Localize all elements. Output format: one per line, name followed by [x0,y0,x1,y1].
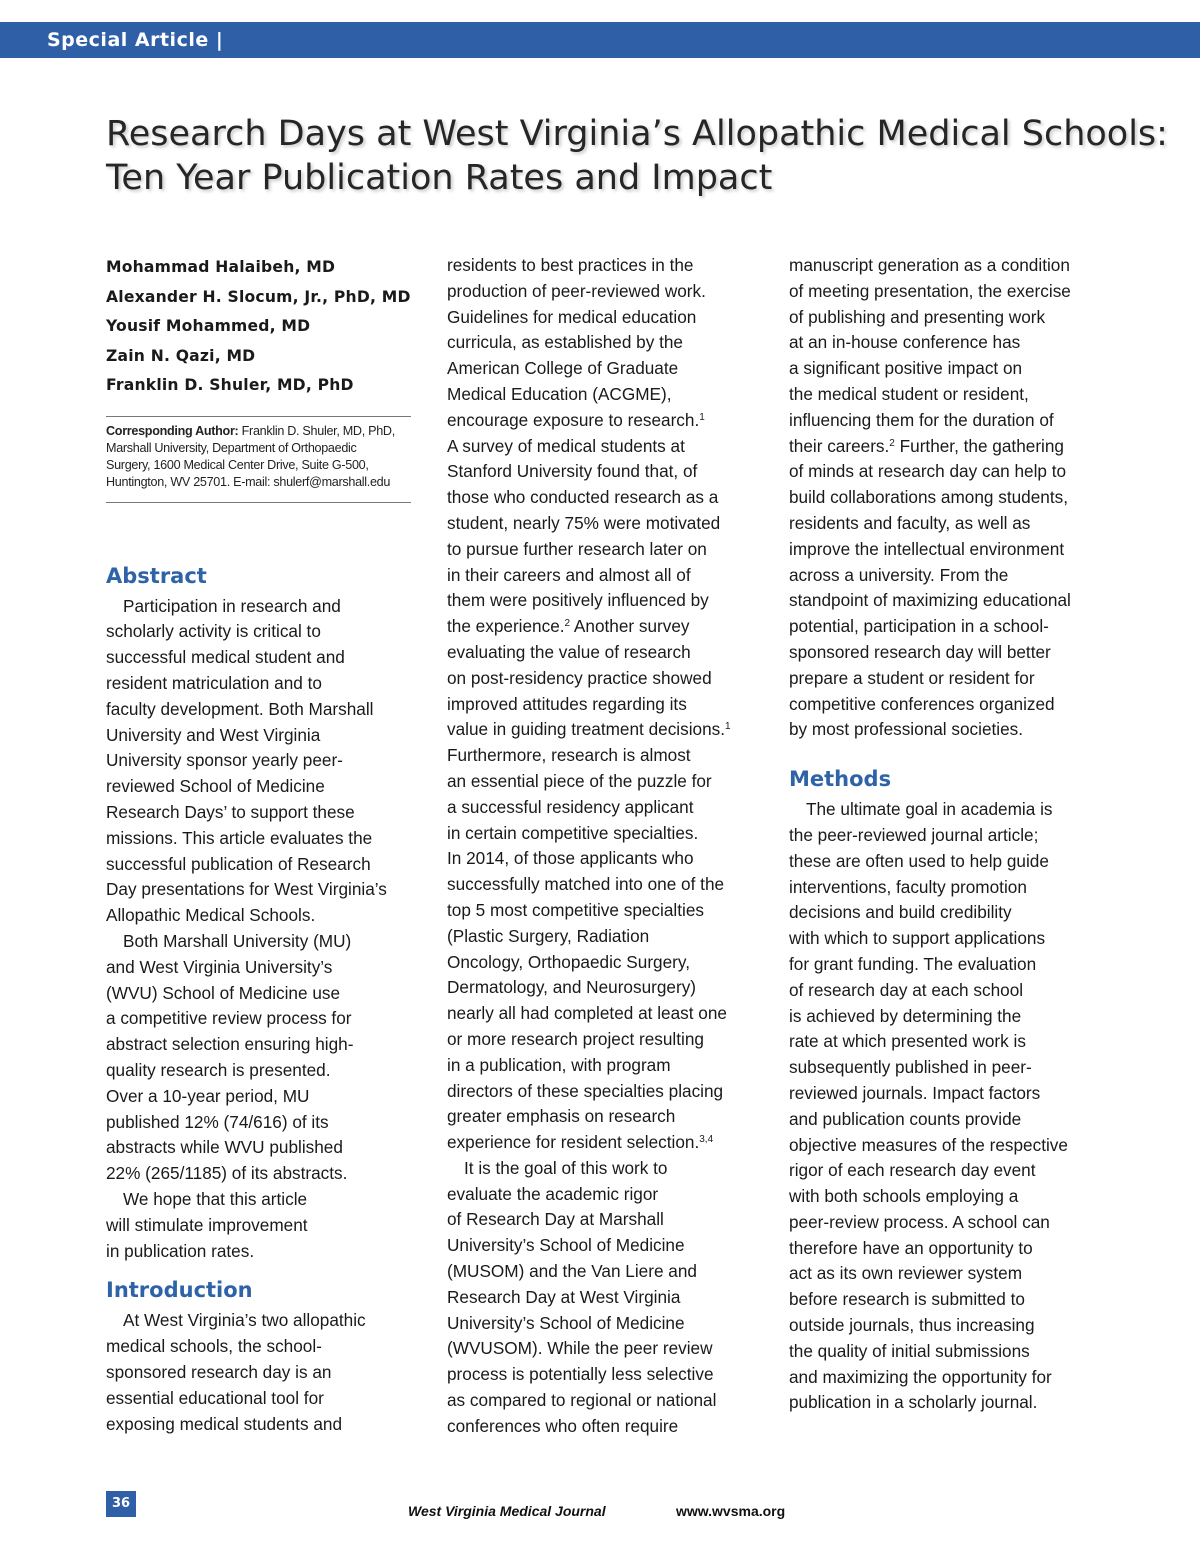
text-line: and West Virginia University’s [106,956,333,977]
title-line: Research Days at West Virginia’s Allopathic Medical Schools: [106,114,1168,154]
text-line: and publication counts provide [789,1108,1022,1129]
text-line [447,1053,763,1079]
abstract-heading: Abstract [106,563,207,588]
text-fragment: of meeting presentation, the exercise [789,280,1071,301]
text-line [789,434,1105,460]
text-fragment: improve the intellectual environment [789,538,1065,559]
text-line: University’s School of Medicine [447,1312,685,1333]
text-line [447,846,763,872]
text-line [447,795,763,821]
text-fragment: Dermatology, and Neurosurgery) [447,977,697,998]
author: Zain N. Qazi, MD [106,346,256,365]
text-line: It is the goal of this work to [464,1157,668,1178]
text-line [447,1001,763,1027]
text-fragment: their careers. [789,435,890,456]
text-line: reviewed School of Medicine [106,776,325,797]
text-fragment: those who conducted research as a [447,487,719,508]
text-fragment: an essential piece of the puzzle for [447,770,712,791]
text-line: these are often used to help guide [789,850,1049,871]
text-fragment: in a publication, with program [447,1054,671,1075]
corresponding-text: Surgery, 1600 Medical Center Drive, Suite G-500, [106,458,369,473]
text-line: quality research is presented. [106,1060,331,1081]
text-line: University and West Virginia [106,724,321,745]
text-line [447,1130,763,1156]
text-line [447,356,763,382]
text-fragment: to pursue further research later on [447,538,707,559]
text-line: Allopathic Medical Schools. [106,905,316,926]
text-line: rigor of each research day event [789,1160,1036,1181]
text-fragment: successfully matched into one of the [447,874,725,895]
text-line: before research is submitted to [789,1289,1025,1310]
text-line [447,975,763,1001]
text-line: Participation in research and [123,595,341,616]
section-label: Special Article | [47,29,224,51]
text-line [789,408,1105,434]
text-line: At West Virginia’s two allopathic [123,1310,366,1331]
text-line: sponsored research day is an [106,1362,332,1382]
text-line: interventions, faculty promotion [789,876,1027,897]
text-fragment: Guidelines for medical education [447,306,697,327]
text-line [789,279,1105,305]
text-fragment: Medical Education (ACGME), [447,383,672,404]
section-banner [0,22,1200,58]
text-fragment: residents and faculty, as well as [789,512,1031,533]
text-fragment: across a university. From the [789,564,1009,585]
text-line: Day presentations for West Virginia’s [106,879,387,900]
body-paragraph [447,253,763,1156]
text-line [447,253,763,279]
text-line: resident matriculation and to [106,673,322,694]
text-fragment: Furthermore, research is almost [447,745,691,766]
text-line [447,279,763,305]
text-line: medical schools, the school- [106,1336,322,1357]
text-line: (MUSOM) and the Van Liere and [447,1261,697,1282]
text-line: successful publication of Research [106,853,371,874]
text-line: subsequently published in peer- [789,1057,1032,1078]
page-number: 36 [106,1491,136,1517]
text-line: (WVUSOM). While the peer review [447,1338,713,1359]
text-line [789,511,1105,537]
text-line: exposing medical students and [106,1413,343,1434]
text-line: objective measures of the respective [789,1134,1068,1155]
text-line: peer-review process. A school can [789,1211,1050,1232]
author: Franklin D. Shuler, MD, PhD [106,376,354,394]
text-fragment: nearly all had completed at least one [447,1003,727,1024]
body-paragraph [789,253,1105,743]
text-line [447,537,763,563]
text-line: decisions and build credibility [789,902,1012,923]
text-line [447,821,763,847]
text-line [447,330,763,356]
text-line: missions. This article evaluates the [106,827,373,848]
corresponding-text: Franklin D. Shuler, MD, PhD, [238,423,395,438]
introduction-heading: Introduction [106,1278,253,1303]
text-line [789,356,1105,382]
citation-superscript: 2 [889,437,895,449]
citation-superscript: 1 [699,411,705,423]
body-paragraph [447,1156,763,1440]
corresponding-text: Huntington, WV 25701. E-mail: shulerf@marshall.edu [106,475,391,490]
text-line [447,563,763,589]
text-line [447,640,763,666]
text-line [447,1104,763,1130]
text-fragment: in their careers and almost all of [447,564,691,585]
text-fragment: the medical student or resident, [789,383,1029,404]
text-fragment: influencing them for the duration of [789,409,1054,430]
text-line [447,305,763,331]
text-line: University sponsor yearly peer- [106,750,343,771]
text-line: process is potentially less selective [447,1364,714,1385]
text-fragment: build collaborations among students, [789,487,1068,508]
text-line [447,485,763,511]
column-3 [789,253,1105,1416]
introduction-paragraph [106,1308,416,1437]
text-line: essential educational tool for [106,1387,324,1408]
corresponding-label: Corresponding Author: [106,423,239,438]
text-line: 22% (265/1185) of its abstracts. [106,1163,348,1184]
text-line: Research Days’ to support these [106,802,355,823]
text-line: outside journals, thus increasing [789,1315,1035,1336]
text-line: Both Marshall University (MU) [123,931,352,952]
text-fragment: American College of Graduate [447,358,679,379]
text-line: successful medical student and [106,647,345,668]
text-fragment: top 5 most competitive specialties [447,899,704,920]
text-line [789,614,1105,640]
text-fragment: Another survey [570,616,690,637]
text-line [789,382,1105,408]
text-line: the quality of initial submissions [789,1340,1030,1361]
text-line: evaluate the academic rigor [447,1183,659,1204]
text-fragment: curricula, as established by the [447,332,683,353]
author: Mohammad Halaibeh, MD [106,258,336,276]
text-line [447,950,763,976]
text-fragment: experience for resident selection. [447,1132,700,1153]
text-line: will stimulate improvement [106,1214,308,1235]
text-line: Over a 10-year period, MU [106,1085,310,1106]
text-line: publication in a scholarly journal. [789,1392,1038,1413]
text-line [447,382,763,408]
text-fragment: value in guiding treatment decisions. [447,719,726,740]
text-line: faculty development. Both Marshall [106,698,374,719]
text-line: is achieved by determining the [789,1005,1022,1026]
text-line: Research Day at West Virginia [447,1286,681,1307]
text-fragment: student, nearly 75% were motivated [447,512,721,533]
methods-heading: Methods [789,767,892,792]
article-title [106,112,1168,200]
text-line [789,330,1105,356]
text-line [447,692,763,718]
text-line: We hope that this article [123,1189,308,1210]
text-fragment: directors of these specialties placing [447,1080,724,1101]
text-line: therefore have an opportunity to [789,1237,1033,1258]
text-line [789,485,1105,511]
author-list [106,253,416,401]
text-fragment: of minds at research day can help to [789,461,1067,482]
methods-paragraph [789,797,1105,1416]
text-fragment: standpoint of maximizing educational [789,590,1071,611]
text-line: for grant funding. The evaluation [789,953,1037,974]
abstract-paragraph [106,594,416,929]
text-fragment: potential, participation in a school- [789,616,1049,637]
text-line [447,872,763,898]
text-fragment: a successful residency applicant [447,796,694,817]
text-fragment: greater emphasis on research [447,1106,676,1127]
citation-superscript: 3,4 [699,1134,714,1146]
text-line: conferences who often require [447,1415,679,1436]
title-line: Ten Year Publication Rates and Impact [106,158,773,198]
text-fragment: Stanford University found that, of [447,461,698,482]
journal-website: www.wvsma.org [676,1503,786,1519]
text-line: the peer-reviewed journal article; [789,824,1039,845]
text-fragment: them were positively influenced by [447,590,709,611]
text-line: rate at which presented work is [789,1031,1026,1052]
text-line [789,563,1105,589]
text-line [789,666,1105,692]
text-line: a competitive review process for [106,1008,352,1029]
text-line [447,588,763,614]
text-fragment: In 2014, of those applicants who [447,848,694,869]
text-fragment: or more research project resulting [447,1028,704,1049]
text-line [789,588,1105,614]
text-fragment: at an in-house conference has [789,332,1021,353]
text-line: and maximizing the opportunity for [789,1366,1052,1387]
text-line [789,253,1105,279]
column-2 [447,253,763,1440]
text-line [789,717,1105,743]
text-line: The ultimate goal in academia is [806,799,1053,820]
text-fragment: in certain competitive specialties. [447,822,699,843]
text-line: (WVU) School of Medicine use [106,982,341,1003]
text-line [789,459,1105,485]
text-line [447,511,763,537]
text-line [447,898,763,924]
text-fragment: the experience. [447,616,565,637]
text-fragment: manuscript generation as a condition [789,255,1070,275]
text-fragment: (Plastic Surgery, Radiation [447,925,650,946]
abstract-paragraph [106,1187,416,1264]
text-fragment: on post-residency practice showed [447,667,712,688]
text-fragment: Further, the gathering [894,435,1064,456]
abstract-paragraph [106,929,416,1187]
text-fragment: competitive conferences organized [789,693,1055,714]
text-fragment: of publishing and presenting work [789,306,1046,327]
text-line: in publication rates. [106,1240,255,1261]
text-fragment: production of peer-reviewed work. [447,280,706,301]
text-fragment: improved attitudes regarding its [447,693,687,714]
text-line [447,614,763,640]
text-line: act as its own reviewer system [789,1263,1023,1284]
journal-name: West Virginia Medical Journal [408,1503,606,1519]
text-line [447,434,763,460]
text-line: with both schools employing a [789,1186,1019,1207]
text-line [789,537,1105,563]
text-line: scholarly activity is critical to [106,621,321,642]
text-fragment: prepare a student or resident for [789,667,1035,688]
text-fragment: encourage exposure to research. [447,409,700,430]
text-line [447,717,763,743]
text-line: reviewed journals. Impact factors [789,1082,1041,1103]
text-line: abstracts while WVU published [106,1137,343,1158]
text-fragment: Oncology, Orthopaedic Surgery, [447,951,690,972]
column-1 [106,253,416,1437]
corresponding-text: Marshall University, Department of Orthopaedic [106,440,357,455]
corresponding-author [106,416,411,503]
text-line [447,408,763,434]
text-line: abstract selection ensuring high- [106,1034,354,1055]
citation-superscript: 2 [564,618,571,630]
text-line [447,924,763,950]
text-line: as compared to regional or national [447,1390,717,1411]
text-fragment: evaluating the value of research [447,641,691,662]
text-line [447,1027,763,1053]
text-line [447,743,763,769]
text-line [789,640,1105,666]
text-fragment: A survey of medical students at [447,435,685,456]
text-line [447,666,763,692]
text-line [447,459,763,485]
text-line: of research day at each school [789,979,1024,1000]
citation-superscript: 1 [725,721,731,733]
text-line: University’s School of Medicine [447,1235,685,1256]
text-fragment: sponsored research day will better [789,641,1051,662]
text-line [447,769,763,795]
text-line: published 12% (74/616) of its [106,1111,329,1132]
text-line: with which to support applications [789,928,1046,949]
text-fragment: a significant positive impact on [789,358,1023,379]
text-line [789,692,1105,718]
text-fragment: residents to best practices in the [447,255,694,275]
text-line [789,305,1105,331]
author: Yousif Mohammed, MD [106,317,311,335]
text-fragment: by most professional societies. [789,719,1024,740]
author: Alexander H. Slocum, Jr., PhD, MD [106,287,411,306]
text-line [447,1079,763,1105]
text-line: of Research Day at Marshall [447,1209,664,1230]
